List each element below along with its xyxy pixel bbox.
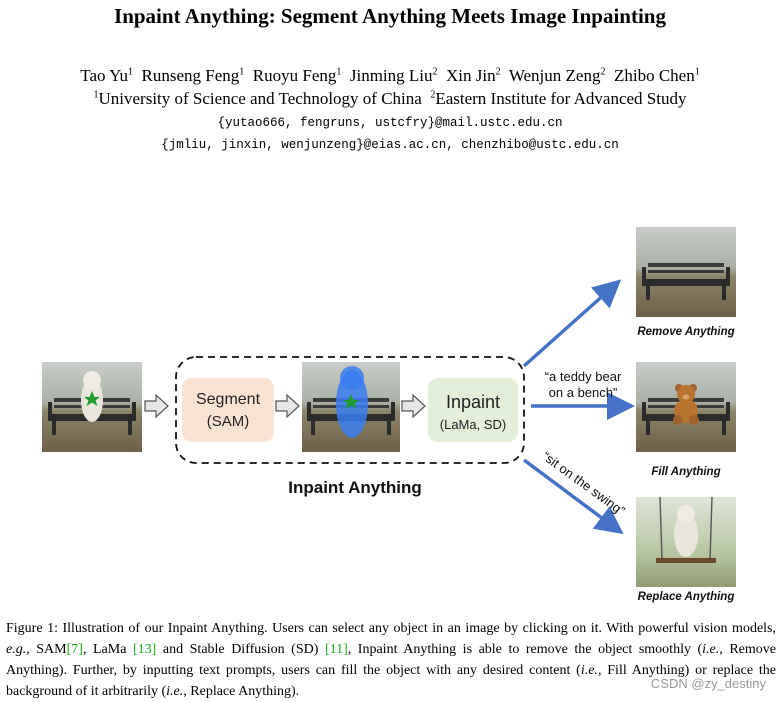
pipeline-label: Inpaint Anything xyxy=(288,478,422,497)
affiliations: $^1$University of Science and Technology of China $^2$Eastern Institute for Advanced Study xyxy=(93,89,687,108)
paper-title: Inpaint Anything: Segment Anything Meets Image Inpainting xyxy=(114,4,666,28)
segment-label: Segment xyxy=(195,391,261,408)
prompt-replace-text: “sit on the swing” xyxy=(539,448,628,519)
figure-caption: Figure 1: Illustration of our Inpaint Anything. Users can select any object in an image by clicking on it. With powerful vision models, e.g., SAM[7], LaMa [13] and Stable Diffusion (SD) [11], Inpaint Anything is able to remove the object smoothly (i.e., Remove Anything). Further, by inputting text prompts, users can fill the object with any desired content (i.e., Fill Anything) or replace the background of it arbitrarily (i.e., Replace Anything). xyxy=(6,621,776,699)
author: Ruoyu Feng xyxy=(252,66,337,85)
author: Jinming Liu xyxy=(349,66,433,85)
affiliation: Eastern Institute for Advanced Study xyxy=(435,89,687,108)
output-remove-image xyxy=(636,227,736,317)
citation-link[interactable]: [7] xyxy=(66,642,83,657)
prompt-fill-text: on a bench” xyxy=(548,385,618,400)
affiliation: University of Science and Technology of China xyxy=(98,89,422,108)
author: Runseng Feng xyxy=(141,66,240,85)
segment-sub: (SAM) xyxy=(206,413,250,430)
teddy-bear-icon xyxy=(673,384,699,425)
inpaint-sub: (LaMa, SD) xyxy=(439,417,507,432)
citation-link[interactable]: [11] xyxy=(324,642,348,657)
prompt-fill-text: “a teddy bear xyxy=(544,369,622,384)
flow-arrow-icon xyxy=(276,395,299,417)
author: Wenjun Zeng xyxy=(508,66,601,85)
input-image xyxy=(42,362,142,452)
flow-arrow-icon xyxy=(145,395,168,417)
author-list: Tao Yu$^1$ Runseng Feng$^1$ Ruoyu Feng$^1$ Jinming Liu$^2$ Xin Jin$^2$ Wenjun Zeng$^2$ Zhibo Chen$^1$ xyxy=(80,66,700,85)
email-line: {jmliu, jinxin, wenjunzeng}@eias.ac.cn, chenzhibo@ustc.edu.cn xyxy=(161,138,619,152)
watermark: CSDN @zy_destiny xyxy=(650,676,766,691)
author: Zhibo Chen xyxy=(613,66,695,85)
segment-box xyxy=(182,378,274,442)
output-replace-image xyxy=(636,497,736,587)
citation-link[interactable]: [13] xyxy=(133,642,157,657)
output-label: Remove Anything xyxy=(637,326,735,338)
output-label: Fill Anything xyxy=(651,466,721,478)
output-label: Replace Anything xyxy=(637,591,735,603)
arrow-remove xyxy=(524,284,616,366)
inpaint-label: Inpaint xyxy=(445,392,501,412)
email-line: {yutao666, fengruns, ustcfry}@mail.ustc.edu.cn xyxy=(217,116,563,130)
author: Tao Yu xyxy=(80,66,129,85)
author: Xin Jin xyxy=(446,66,496,85)
segmented-image xyxy=(302,362,400,452)
output-fill-image xyxy=(636,362,736,452)
flow-arrow-icon xyxy=(402,395,425,417)
